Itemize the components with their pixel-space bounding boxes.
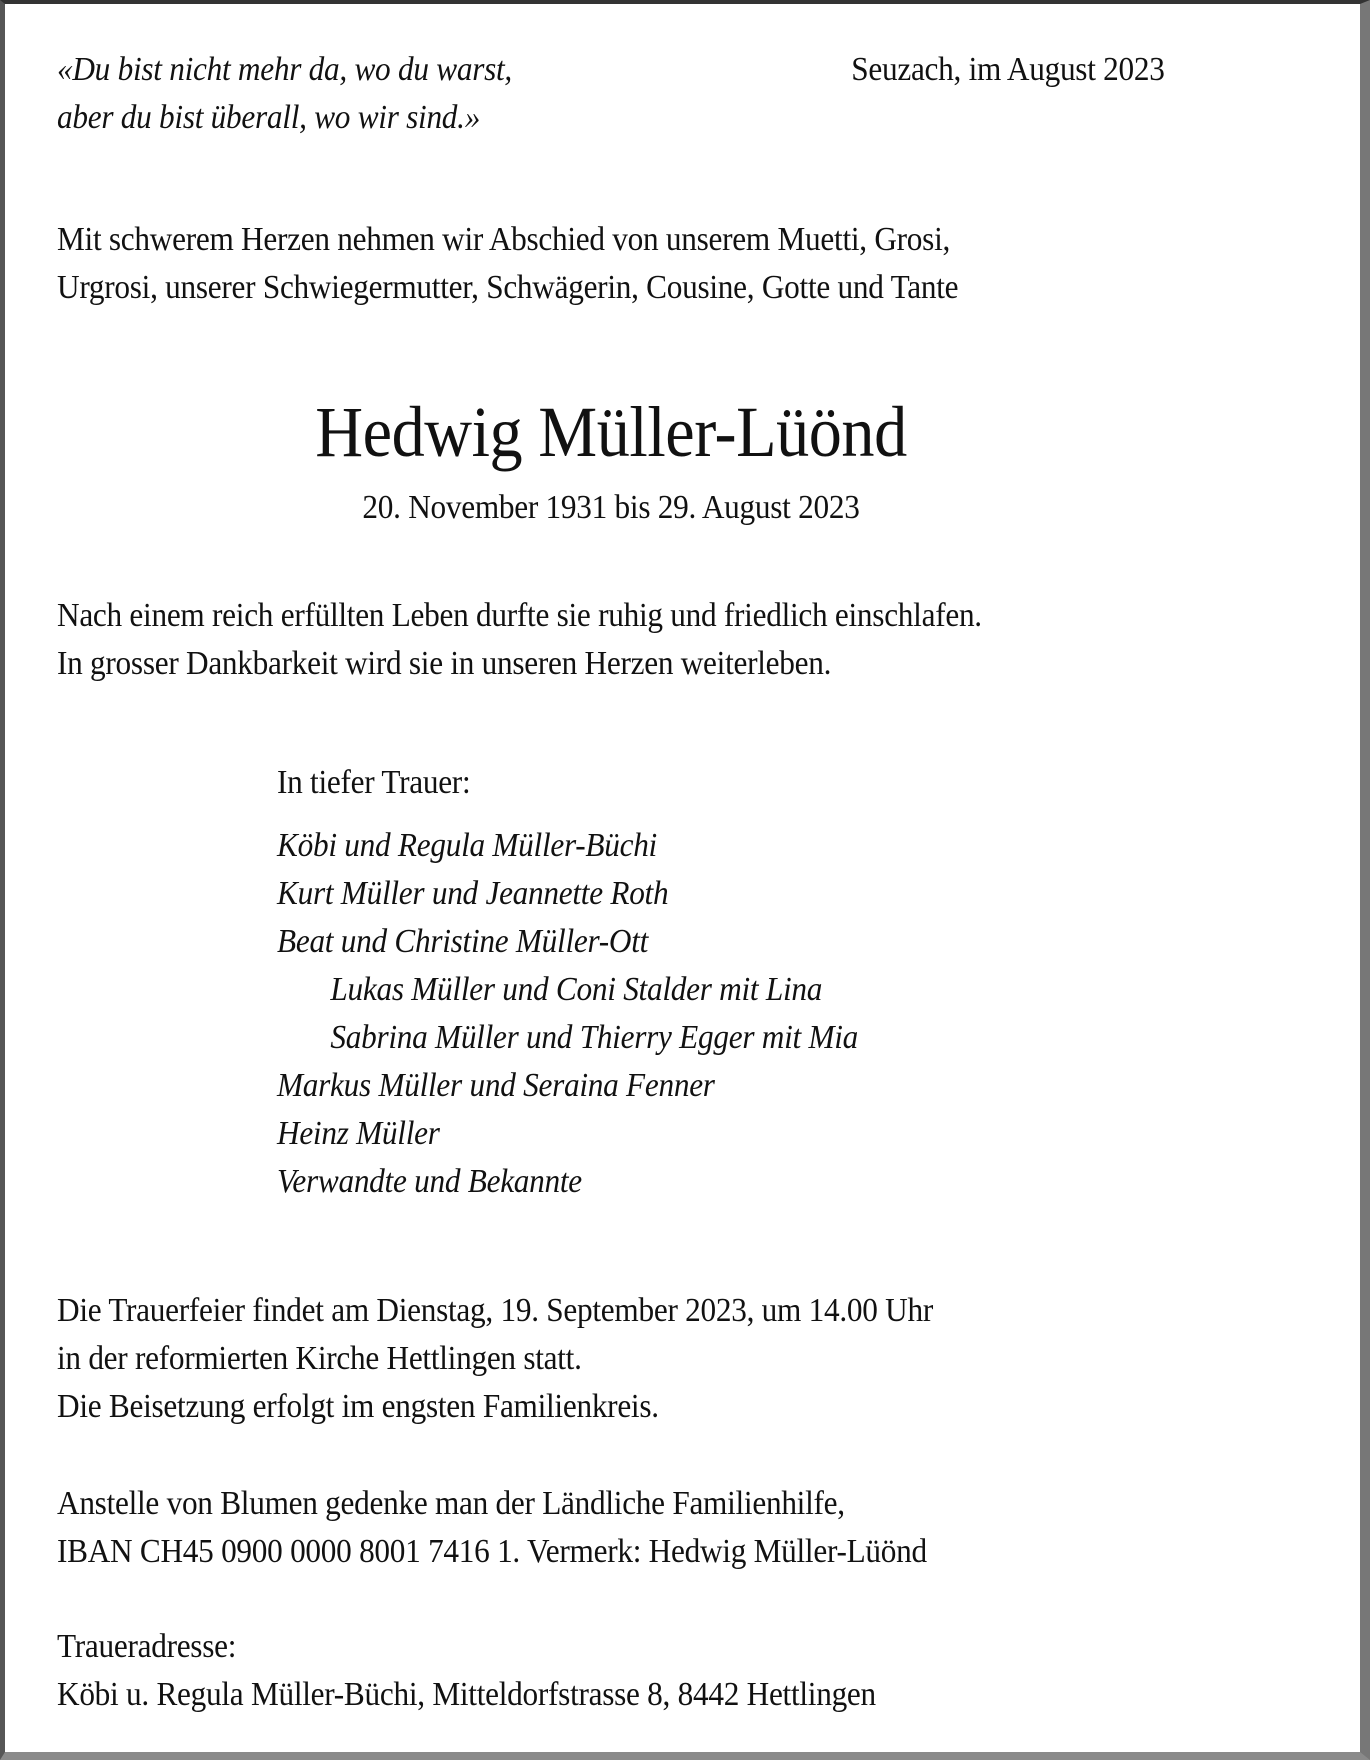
farewell-line-2: In grosser Dankbarkeit wird sie in unseren Herzen weiterleben. [57, 645, 832, 682]
intro-line-2: Urgrosi, unserer Schwiegermutter, Schwägerin, Cousine, Gotte und Tante [57, 269, 959, 306]
farewell-line-1: Nach einem reich erfüllten Leben durfte sie ruhig und friedlich einschlafen. [57, 597, 982, 634]
mourner-name: Verwandte und Bekannte [277, 1163, 582, 1200]
intro-paragraph [57, 216, 1165, 312]
mourning-address-line: Köbi u. Regula Müller-Büchi, Mitteldorfstrasse 8, 8442 Hettlingen [57, 1676, 876, 1713]
farewell-paragraph [57, 592, 1165, 688]
donation-paragraph [57, 1480, 1165, 1576]
place-dateline-text: Seuzach, im August 2023 [851, 51, 1165, 88]
mourner-name: Sabrina Müller und Thierry Egger mit Mia [330, 1019, 859, 1056]
mourner-name: Heinz Müller [277, 1115, 440, 1152]
service-line-1: Die Trauerfeier findet am Dienstag, 19. September 2023, um 14.00 Uhr [57, 1292, 933, 1329]
life-dates-block [57, 484, 1165, 532]
mourning-header: In tiefer Trauer: [277, 764, 471, 801]
memorial-quote [57, 46, 552, 142]
donation-line-2: IBAN CH45 0900 0000 8001 7416 1. Vermerk: Hedwig Müller-Lüönd [57, 1533, 927, 1570]
quote-row [57, 46, 1165, 142]
mourners-list [277, 822, 1165, 1206]
mourning-address-header: Traueradresse: [57, 1628, 237, 1665]
mourner-name: Markus Müller und Seraina Fenner [277, 1067, 715, 1104]
quote-line-1: «Du bist nicht mehr da, wo du warst, [57, 51, 512, 88]
obituary-content [5, 4, 1360, 1752]
deceased-name-block [57, 389, 1165, 475]
mourning-header-block [277, 759, 1165, 807]
donation-line-1: Anstelle von Blumen gedenke man der Ländliche Familienhilfe, [57, 1485, 845, 1522]
service-line-2: in der reformierten Kirche Hettlingen statt. [57, 1340, 582, 1377]
mourner-name: Lukas Müller und Coni Stalder mit Lina [330, 971, 823, 1008]
mourner-name: Köbi und Regula Müller-Büchi [277, 827, 657, 864]
service-line-3: Die Beisetzung erfolgt im engsten Familienkreis. [57, 1388, 659, 1425]
mourner-name: Beat und Christine Müller-Ott [277, 923, 649, 960]
life-dates: 20. November 1931 bis 29. August 2023 [362, 489, 860, 526]
place-dateline [824, 46, 1165, 94]
mourning-address-block [57, 1623, 1165, 1719]
quote-line-2: aber du bist überall, wo wir sind.» [57, 99, 481, 136]
deceased-name: Hedwig Müller-Lüönd [315, 392, 907, 472]
service-paragraph [57, 1287, 1165, 1431]
intro-line-1: Mit schwerem Herzen nehmen wir Abschied von unserem Muetti, Grosi, [57, 221, 951, 258]
mourner-name: Kurt Müller und Jeannette Roth [277, 875, 669, 912]
